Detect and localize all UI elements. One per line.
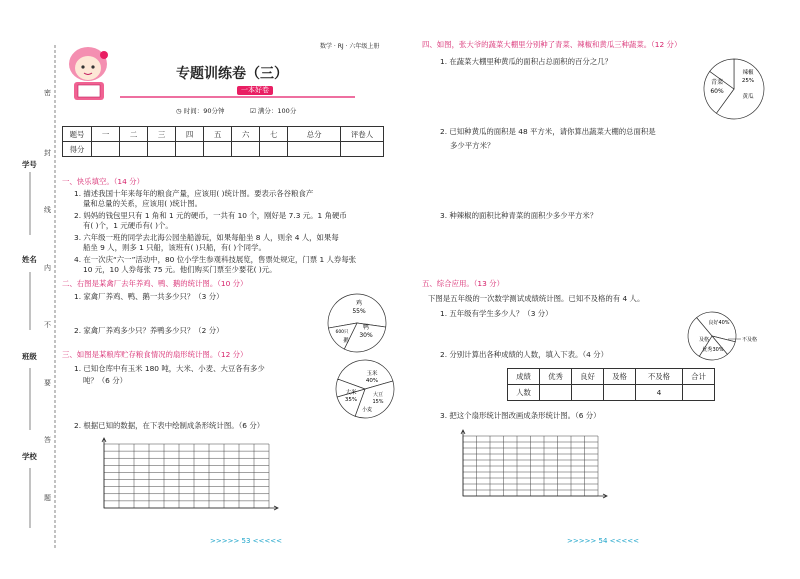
s1-q2-line1: 2. 妈妈的钱包里只有 1 角和 1 元的硬币，一共有 10 个，刚好是 7.3 元。1 角硬币 [74, 211, 347, 220]
pie3-label-good-name: 良好 [708, 320, 719, 326]
subject-info: 数学 · RJ · 六年级上册 [320, 43, 380, 50]
bar-chart-grid-right[interactable] [455, 428, 610, 503]
grade-row-label: 人数 [508, 385, 540, 401]
margin-char: 答 [44, 436, 51, 444]
s1-q1-line2: 量和总量的关系，应该用( )统计图。 [83, 199, 202, 208]
grid-right-lines [461, 430, 607, 498]
s1-q4-line1: 4. 在一次庆“六一”活动中，80 位小学生参观科技展览，售票处规定，门票 1 人券每张 [74, 255, 357, 264]
pie-chart-grades [684, 306, 774, 362]
margin-char: 封 [44, 149, 51, 157]
pie2-label-cucumber: 黄瓜 [742, 94, 754, 100]
margin-char: 题 [44, 494, 51, 502]
s2-q1: 1. 家禽厂养鸡、鸭、鹅一共多少只？（3 分） [74, 292, 224, 301]
grade-cell[interactable] [572, 385, 604, 401]
pie1-label-rice: 大米 [345, 390, 357, 396]
score-cell[interactable] [176, 142, 204, 157]
section5-heading: 五、综合应用。（13 分） [422, 279, 504, 288]
grade-cell[interactable] [604, 385, 636, 401]
time-info [176, 107, 225, 115]
clock-icon: ◷ [176, 107, 182, 115]
s3-q2: 2. 根据已知的数据，在下表中绘制成条形统计图。（6 分） [74, 421, 265, 430]
score-cell[interactable] [92, 142, 120, 157]
score-cell[interactable] [260, 142, 288, 157]
grade-cell: 4 [636, 385, 683, 401]
pie0-label-chicken: 鸡 [355, 300, 363, 307]
cartoon-girl-illustration [60, 40, 118, 106]
s1-q3-line2: 船坐 9 人，则多 1 只船，该班有( )只船，有( )个同学。 [83, 243, 266, 252]
score-header-cell: 一 [92, 127, 120, 142]
grade-header-cell: 及格 [604, 369, 636, 385]
score-cell[interactable] [120, 142, 148, 157]
section2-heading: 二、右图是某禽厂去年养鸡、鸭、鹅的统计图。（10 分） [62, 279, 248, 288]
score-header-cell: 五 [204, 127, 232, 142]
s4-q3: 3. 种辣椒的面积比种青菜的面积少多少平方米？ [440, 211, 598, 220]
title-underline [120, 96, 355, 98]
page-title: 专题训练卷（三） [176, 66, 288, 82]
score-cell[interactable] [232, 142, 260, 157]
margin-char: 要 [44, 379, 51, 387]
grade-header-cell: 成绩 [508, 369, 540, 385]
s5-q1: 1. 五年级有学生多少人？（3 分） [440, 309, 553, 318]
s4-q2-line2: 多少平方米？ [450, 141, 495, 150]
score-text: 满分：100分 [257, 107, 297, 115]
s1-q4-line2: 10 元，10 人券每张 75 元。他们购买门票至少要花( )元。 [83, 265, 277, 274]
s1-q3-line1: 3. 六年级一班的同学去北海公园坐船游玩，如果每船坐 8 人，则余 4 人，如果每 [74, 233, 339, 242]
s4-q2-line1: 2. 已知种黄瓜的面积是 48 平方米，请你算出蔬菜大棚的总面积是 [440, 127, 656, 136]
margin-char: 线 [44, 206, 51, 214]
page-number-left: >>>>> 53 <<<<< [210, 537, 283, 545]
pie0-value-goose: 600只 [335, 330, 349, 335]
pie2-label-greens: 青菜 [710, 79, 724, 86]
s1-q1-line1: 1. 描述我国十年来每年的粮食产量，应该用( )统计图。要表示各谷粮食产 [74, 189, 314, 198]
time-text: 时间：90分钟 [183, 107, 225, 115]
grade-table [507, 368, 715, 401]
margin-char: 密 [44, 89, 51, 97]
pie3-label-excellent-name: 优秀 [702, 347, 713, 353]
s3-q1-line1: 1. 已知仓库中有玉米 180 吨，大米、小麦、大豆各有多少 [74, 364, 265, 373]
section4-heading: 四、如图，张大爷的蔬菜大棚里分别种了青菜、辣椒和黄瓜三种蔬菜。（12 分） [422, 40, 682, 49]
score-header-cell: 题号 [63, 127, 92, 142]
pie0-label-duck: 鸭 [362, 324, 370, 331]
grid-left-lines [102, 438, 278, 510]
s5-intro: 下图是五年级的一次数学测试成绩统计图。已知不及格的有 4 人。 [428, 294, 645, 303]
check-icon: ☑ [250, 107, 256, 115]
grade-header-cell: 良好 [572, 369, 604, 385]
section3-heading: 三、如图是某粮库贮存粮食情况的扇形统计图。（12 分） [62, 350, 248, 359]
binding-lines [0, 0, 60, 579]
pie0-value-chicken: 55% [352, 308, 366, 315]
section1-heading: 一、快乐填空。（14 分） [62, 177, 144, 186]
score-cell[interactable] [288, 142, 341, 157]
subtitle-badge: 一本好卷 [237, 86, 273, 95]
pie2-label-pepper: 辣椒 [742, 70, 754, 76]
s2-q2: 2. 家禽厂养鸡多少只？养鸭多少只？（2 分） [74, 326, 224, 335]
score-header-cell: 总分 [288, 127, 341, 142]
score-cell[interactable] [341, 142, 384, 157]
grade-header-cell: 合计 [682, 369, 714, 385]
pie-chart-vegetables [701, 56, 767, 122]
pie0-value-duck: 30% [359, 332, 373, 339]
margin-char: 不 [44, 321, 51, 329]
score-header-cell: 六 [232, 127, 260, 142]
margin-char: 内 [44, 264, 51, 272]
s5-q2: 2. 分别计算出各种成绩的人数，填入下表。（4 分） [440, 350, 608, 359]
grade-header-cell: 优秀 [540, 369, 572, 385]
pie1-label-soybean: 大豆 [372, 392, 384, 398]
score-row-label: 得分 [63, 142, 92, 157]
pie3-label-good [708, 319, 729, 326]
score-header-cell: 七 [260, 127, 288, 142]
grid-axes [104, 439, 277, 508]
pie3-label-fail: 不及格 [742, 337, 758, 343]
bar-chart-grid-left[interactable] [96, 436, 281, 516]
label-name: 姓名 [22, 255, 37, 264]
page-number-right: >>>>> 54 <<<<< [567, 537, 640, 545]
label-student-id: 学号 [22, 160, 37, 169]
score-table [62, 126, 384, 157]
pie2-value-greens: 60% [710, 88, 724, 95]
grade-cell[interactable] [540, 385, 572, 401]
score-cell[interactable] [148, 142, 176, 157]
pie1-label-wheat: 小麦 [361, 407, 373, 413]
score-header-cell: 三 [148, 127, 176, 142]
pie-chart-grain [334, 358, 396, 420]
pie3-value-good: 40% [718, 320, 730, 326]
label-class: 班级 [22, 352, 37, 361]
pie3-label-excellent [702, 346, 723, 353]
pie1-value-soybean: 15% [372, 399, 384, 405]
score-header-cell: 二 [120, 127, 148, 142]
pie2-value-pepper: 25% [741, 78, 755, 84]
pie1-value-corn: 40% [365, 378, 379, 384]
s4-q1: 1. 在蔬菜大棚里种黄瓜的面积占总面积的百分之几？ [440, 57, 612, 66]
pie3-label-pass: 及格 [698, 337, 710, 343]
pie3-value-excellent: 30% [712, 347, 724, 353]
score-header-cell: 四 [176, 127, 204, 142]
s1-q2-line2: 有( )个，1 元硬币有( )个。 [83, 221, 173, 230]
grade-cell[interactable] [682, 385, 714, 401]
pie0-label-goose: 鹅 [343, 338, 349, 344]
s5-q3: 3. 把这个扇形统计图改画成条形统计图。（6 分） [440, 411, 601, 420]
s3-q1-line2: 吨？（6 分） [83, 376, 128, 385]
pie-chart-poultry [326, 292, 388, 354]
score-info [250, 107, 296, 115]
pie1-value-rice: 35% [344, 397, 358, 403]
pie1-label-corn: 玉米 [366, 371, 378, 377]
score-header-cell: 评卷人 [341, 127, 384, 142]
label-school: 学校 [22, 452, 37, 461]
score-cell[interactable] [204, 142, 232, 157]
grade-header-cell: 不及格 [636, 369, 683, 385]
